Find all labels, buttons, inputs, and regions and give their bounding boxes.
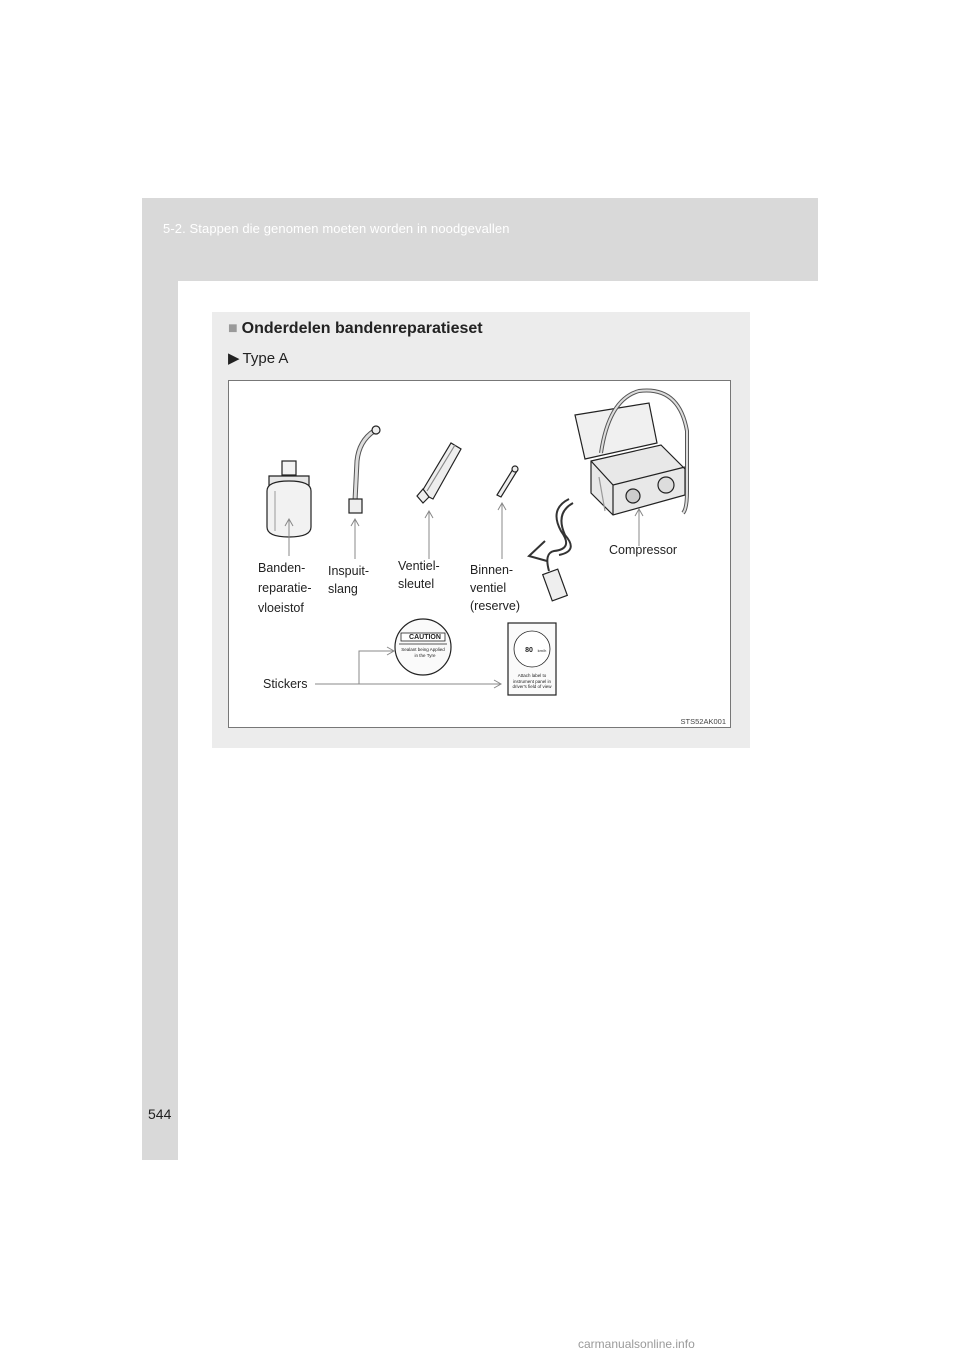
side-bar: [142, 198, 178, 1160]
chapter-header: 5-2. Stappen die genomen moeten worden in noodgevallen: [163, 221, 510, 236]
label-hose: Inspuit- slang: [328, 564, 369, 596]
figure-code: STS52AK001: [680, 717, 726, 726]
caution-line2: in the Tyre: [414, 653, 436, 658]
kit-figure: [228, 380, 731, 728]
square-bullet-icon: ■: [228, 320, 238, 337]
caution-heading: CAUTION: [409, 634, 441, 641]
label-stickers: Stickers: [263, 677, 308, 691]
valve-key-icon: [417, 443, 461, 503]
speed-sticker-note: Attach label to instrument panel in driver's field of view: [512, 673, 552, 689]
caution-line1: Sealant being Applied: [401, 647, 445, 652]
speed-value: 80: [525, 647, 533, 654]
speed-unit: km/h: [537, 648, 547, 653]
section-title-text: Onderdelen bandenreparatieset: [241, 320, 483, 337]
label-valve-core: Binnen- ventiel (reserve): [470, 563, 521, 613]
header-band: [142, 198, 818, 281]
watermark: carmanualsonline.info: [578, 1337, 695, 1351]
triangle-bullet-icon: ▶: [228, 350, 240, 367]
subtitle-text: Type A: [242, 350, 289, 367]
valve-core-icon: [497, 466, 518, 497]
section-title: [228, 320, 483, 338]
label-compressor: Compressor: [609, 543, 678, 557]
page-number: 544: [148, 1106, 172, 1122]
injection-hose-icon: [349, 426, 380, 513]
subtitle: [228, 349, 288, 367]
label-valve-key: Ventiel- sleutel: [398, 559, 440, 591]
compressor-icon: [529, 391, 687, 601]
label-bottle: Banden- reparatie- vloeistof: [258, 561, 312, 615]
